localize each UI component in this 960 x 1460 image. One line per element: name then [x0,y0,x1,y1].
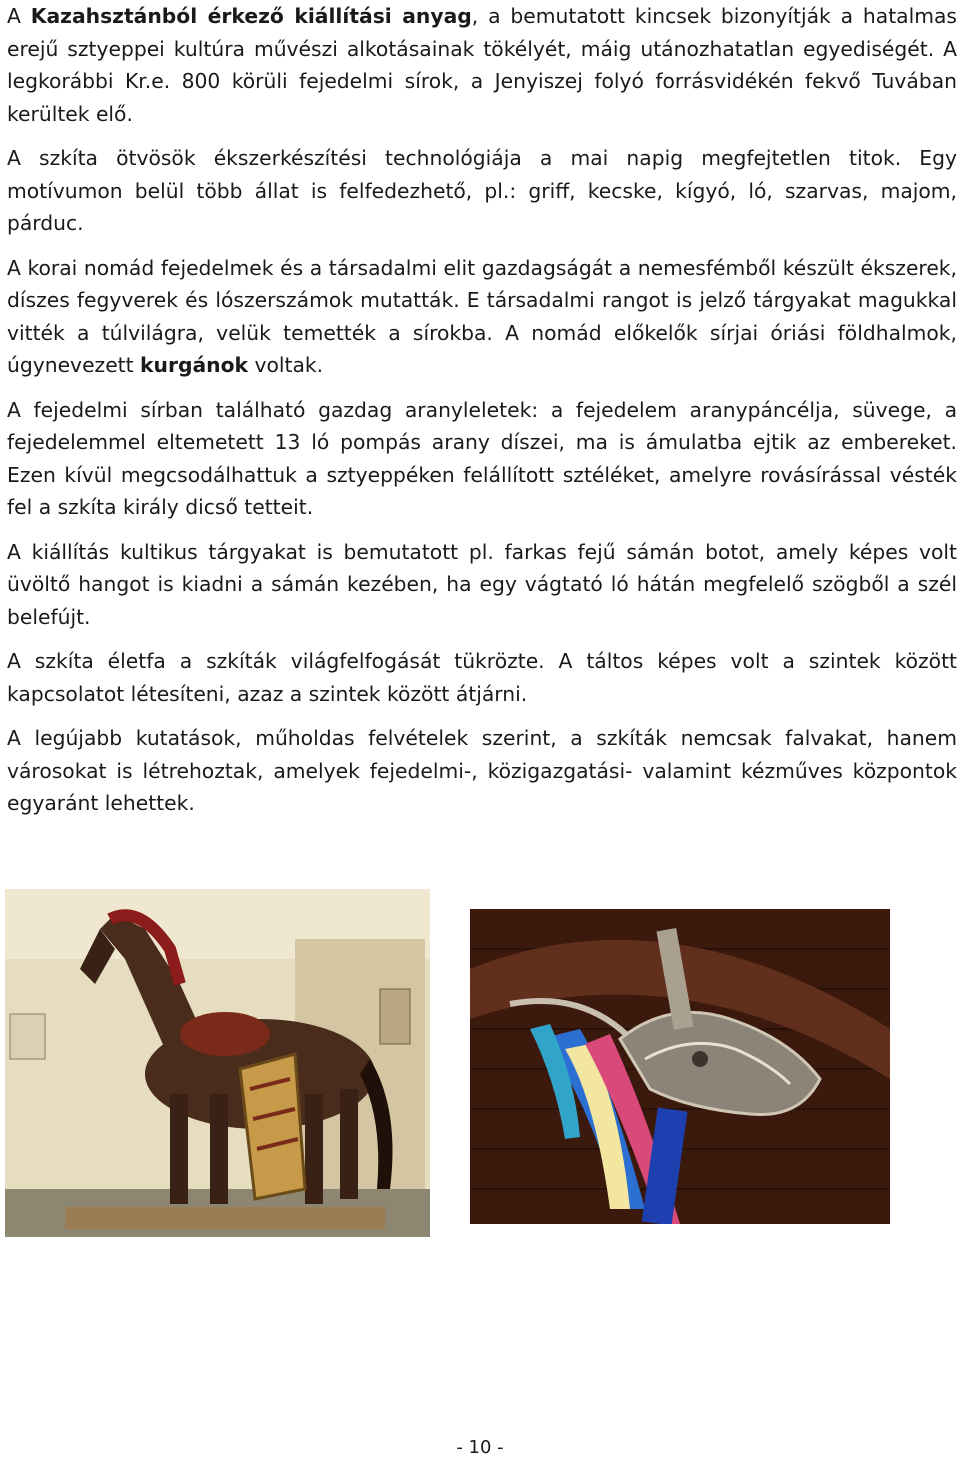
document-body [7,0,957,832]
paragraph-nomad-elite [7,252,957,382]
paragraph-goldsmiths: A szkíta ötvösök ékszerkészítési technológiája a mai napig megfejtetlen titok. Egy motívumon belül több állat is felfedezhető, pl.: griff, kecske, kígyó, ló, szarvas, majom, párduc. [7,146,957,235]
paragraph-gold-finds: A fejedelmi sírban található gazdag aranyleletek: a fejedelem aranypáncélja, süvege, a fejedelemmel eltemetett 13 ló pompás arany díszei, ma is ámulatba ejtik az embereket. Ezen kívül megcsodálhattuk a sztyeppéken felállított sztéléket, amelyre rovásírással vésték fel a szkíta király dicső tetteit. [7,397,957,519]
page-number: - 10 - [456,1437,504,1458]
p1-intro: A [7,4,31,28]
p3-bold-word: kurgánok [140,353,249,377]
p3-start: A korai nomád fejedelmek és a társadalmi elit gazdagságát a nemesfémből készült ékszerek, díszes fegyverek és lószerszámok mutatták. E társadalmi rangot is jelző tárgyakat magukkal vitték a túlvilágra, velük temették a sírokba. A nomád előkelők sírjai óriási földhalmok, úgynevezett [7,255,957,377]
paragraph-tree-of-life: A szkíta életfa a szkíták világfelfogását tükrözte. A táltos képes volt a szintek között kapcsolatot létesíteni, azaz a szintek között átjárni. [7,649,957,706]
p3-end: voltak. [248,353,324,377]
p1-rest: , a bemutatott kincsek bizonyítják a hatalmas erejű sztyeppei kultúra művészi alkotásainak tökélyét, máig utánozhatatlan egyediségét. A legkorábbi Kr.e. 800 körüli fejedelmi sírok, a Jenyiszej folyó forrásvidékén fekvő Tuvában kerültek elő. [7,4,957,126]
staff-illustration [470,909,890,1224]
photo-decorated-horse [5,889,430,1237]
photo-wolf-head-staff [470,909,890,1224]
p1-bold-phrase: Kazahsztánból érkező kiállítási anyag [30,4,472,28]
paragraph-cult-objects: A kiállítás kultikus tárgyakat is bemutatott pl. farkas fejű sámán botot, amely képes volt üvöltő hangot is kiadni a sámán kezében, ha egy vágtató ló hátán megfelelő szögből a szél belefújt. [7,539,957,629]
horse-illustration [5,889,430,1237]
paragraph-research: A legújabb kutatások, műholdas felvételek szerint, a szkíták nemcsak falvakat, hanem városokat is létrehoztak, amelyek fejedelmi-, közigazgatási- valamint kézműves központok egyaránt lehettek. [7,726,957,815]
paragraph-kazakhstan-exhibition [7,0,957,130]
